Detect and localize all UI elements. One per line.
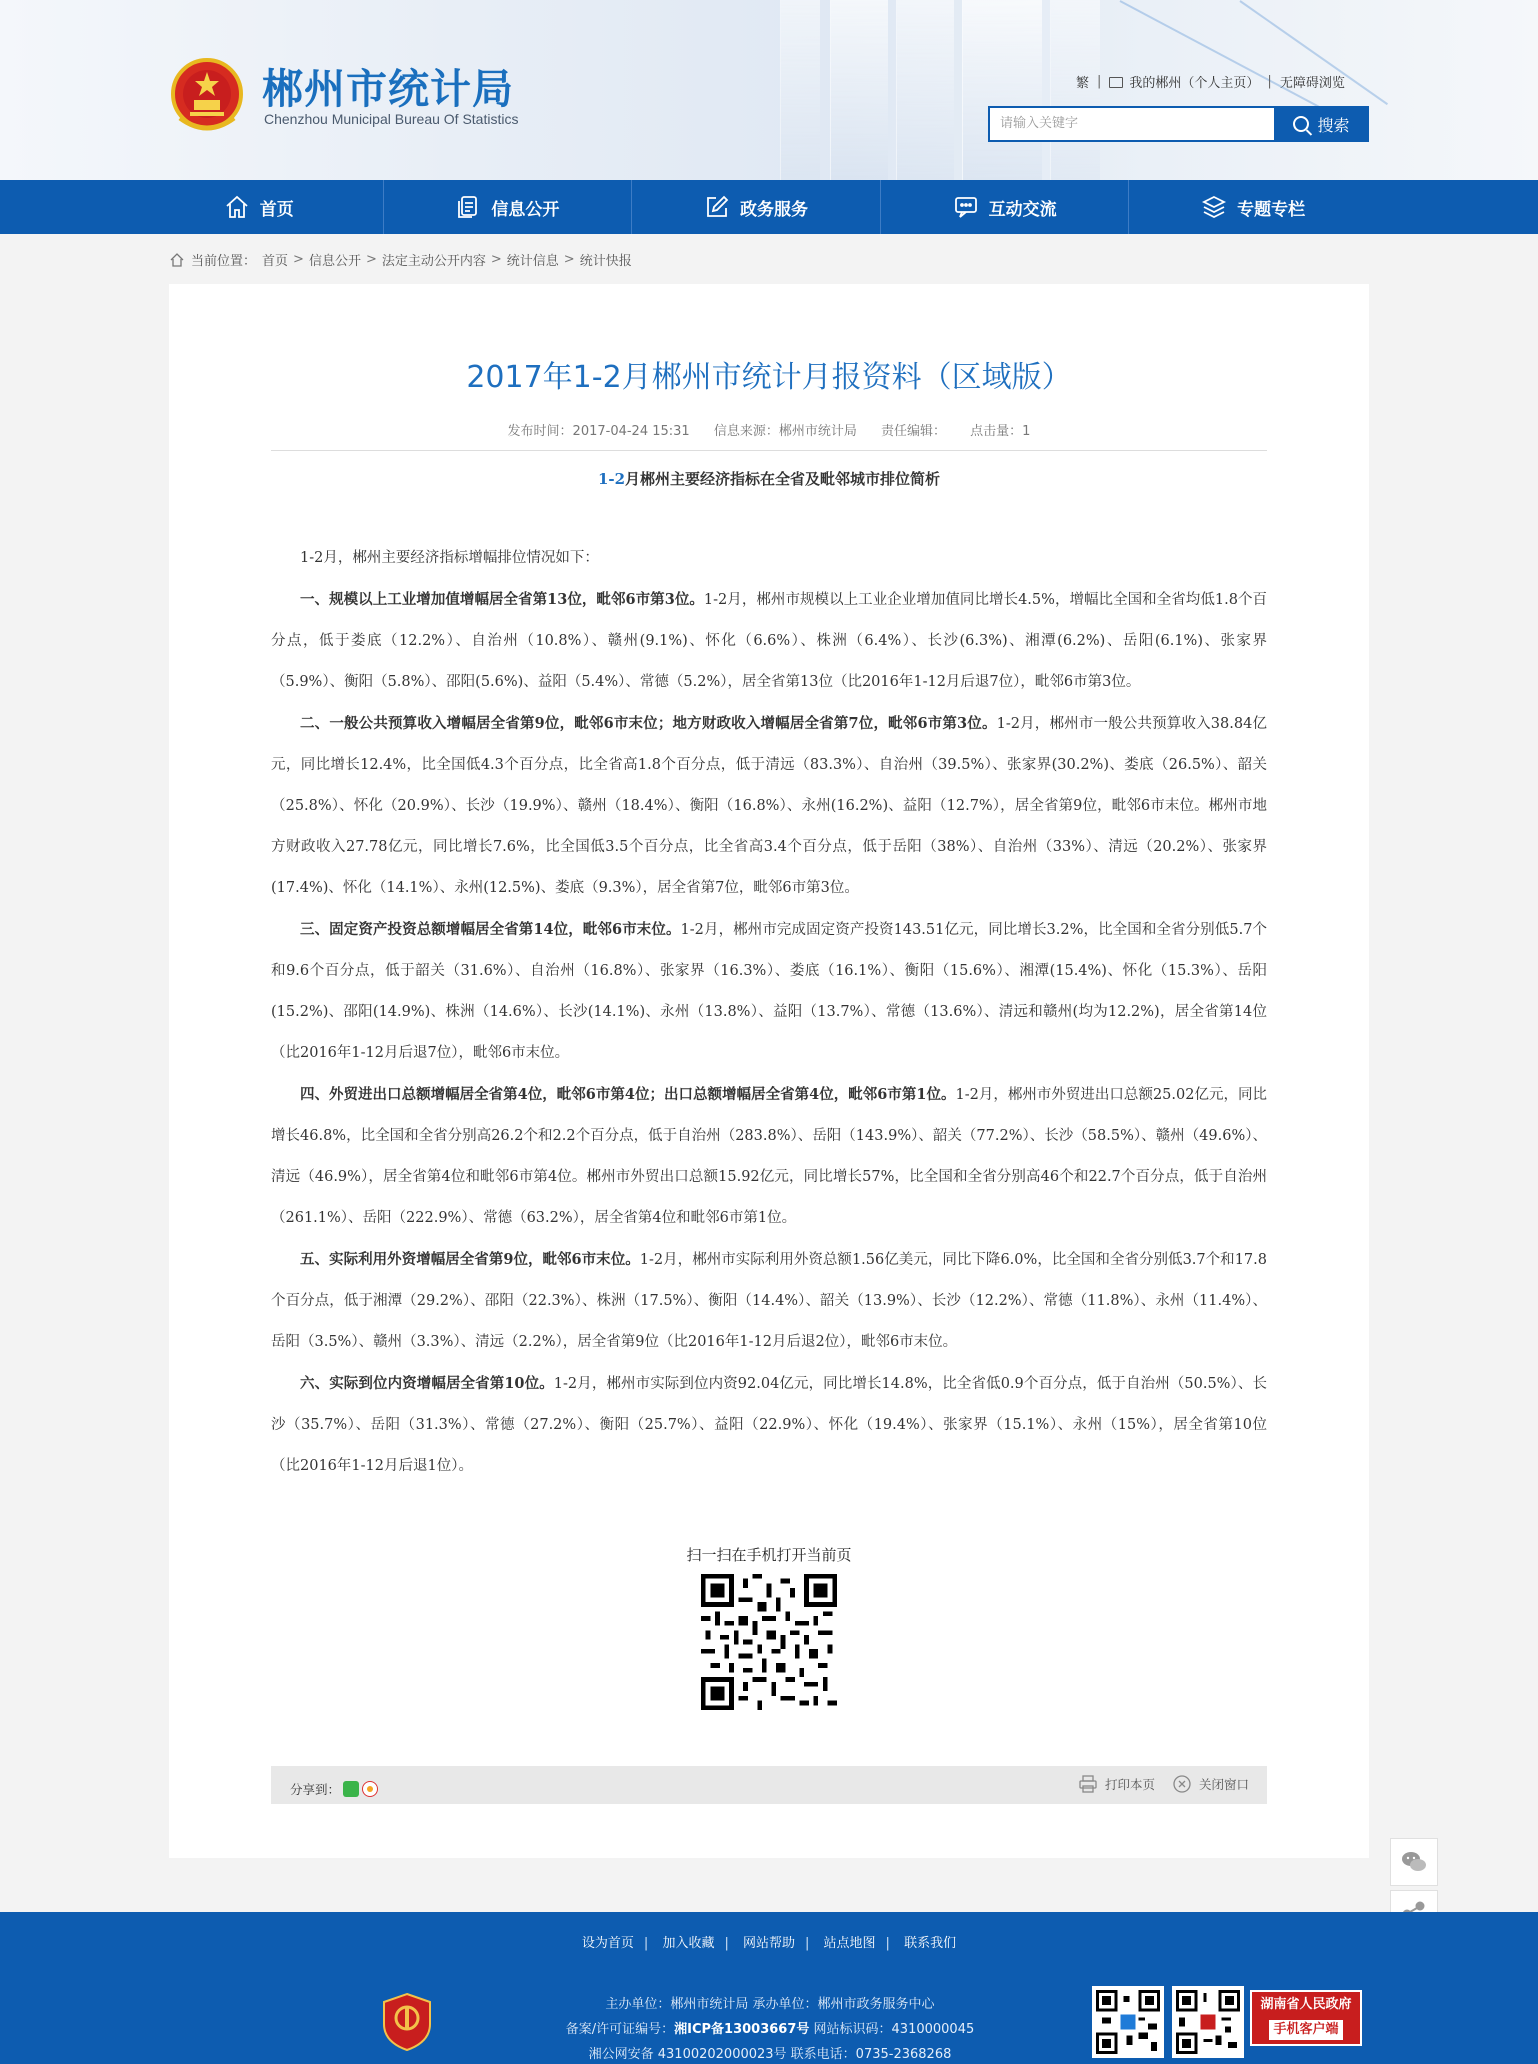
separator: | <box>643 1936 649 1951</box>
paragraph <box>271 579 1267 703</box>
national-emblem-icon <box>170 56 244 136</box>
article-container <box>169 284 1369 1858</box>
nav-item-label: 互动交流 <box>988 199 1057 220</box>
nav-item-home[interactable] <box>135 180 384 234</box>
footer-info <box>440 1992 1100 2064</box>
site-footer <box>0 1912 1538 2064</box>
close-icon <box>1173 1775 1191 1793</box>
print-button[interactable] <box>1079 1775 1155 1793</box>
separator: | <box>805 1936 810 1951</box>
print-label: 打印本页 <box>1104 1777 1155 1792</box>
paragraph <box>271 703 1267 909</box>
subheading-highlight: 1-2 <box>597 470 626 488</box>
paragraph-heading: 五、实际利用外资增幅居全省第9位，毗邻6市末位。 <box>300 1251 640 1268</box>
paragraph <box>271 1239 1267 1363</box>
edit-icon <box>704 194 730 220</box>
home-icon <box>169 252 185 268</box>
printer-icon <box>1079 1775 1097 1793</box>
hunan-gov-app-button[interactable] <box>1250 1990 1362 2046</box>
paragraph-text: 1-2月，郴州市规模以上工业企业增加值同比增长4.5%，增幅比全国和全省均低1.8个百分点，低于娄底（12.2%）、自治州（10.8%）、赣州(9.1%)、怀化（6.6%）、株洲（6.4%）、长沙(6.3%)、湘潭(6.2%)、岳阳(6.1%)、张家界（5.9%）、衡阳（5.8%）、邵阳(5.6%)、益阳（5.4%）、常德（5.2%），居全省第13位（比2016年1-12月后退7位），毗邻6市第3位。 <box>271 592 1267 690</box>
footer-link-sitemap[interactable]: 站点地图 <box>823 1936 876 1951</box>
breadcrumb-prefix: 当前位置： <box>191 254 257 269</box>
paragraph-text: 1-2月，郴州市实际到位内资92.04亿元，同比增长14.8%，比全省低0.9个百分点，低于自治州（50.5%）、长沙（35.7%）、岳阳（31.3%）、常德（27.2%）、衡阳（25.7%）、益阳（22.9%）、怀化（19.4%）、张家界（15.1%）、永州（15%），居全省第10位（比2016年1-12月后退1位）。 <box>271 1376 1267 1474</box>
breadcrumb-separator: > <box>365 252 377 267</box>
footer-link-help[interactable]: 网站帮助 <box>742 1936 795 1951</box>
article-title: 2017年1-2月郴州市统计月报资料（区域版） <box>466 360 1072 395</box>
qr-code-icon <box>701 1574 837 1710</box>
wechat-icon <box>1400 1848 1428 1876</box>
nav-item-label: 专题专栏 <box>1237 199 1306 220</box>
breadcrumb-item[interactable]: 统计快报 <box>579 254 632 269</box>
header-decoration <box>830 0 888 180</box>
app-title: 湖南省人民政府 <box>1260 1997 1352 2012</box>
nav-item-gov-services[interactable] <box>632 180 881 234</box>
footer-links <box>0 1932 1538 1951</box>
info-source: 信息来源：郴州市统计局 <box>713 424 857 439</box>
paragraph-text: 1-2月，郴州市完成固定资产投资143.51亿元，同比增长3.2%，比全国和全省分别低5.7个和9.6个百分点，低于韶关（31.6%）、自治州（16.8%）、张家界（16.3%）、娄底（16.1%）、衡阳（15.6%）、湘潭(15.4%)、怀化（15.3%）、岳阳(15.2%)、邵阳(14.9%)、株洲（14.6%）、长沙(14.1%)、永州（13.8%）、益阳（13.7%）、常德（13.6%）、清远和赣州(均为12.2%)，居全省第14位（比2016年1-12月后退7位），毗邻6市末位。 <box>271 922 1268 1061</box>
qr-code-icon <box>1172 1986 1244 2058</box>
nav-item-interaction[interactable] <box>881 180 1130 234</box>
intro-paragraph: 1-2月，郴州主要经济指标增幅排位情况如下： <box>300 550 599 566</box>
weibo-share-icon[interactable] <box>362 1781 378 1797</box>
paragraph-text: 1-2月，郴州市外贸进出口总额25.02亿元，同比增长46.8%，比全国和全省分别高26.2个和2.2个百分点，低于自治州（283.8%）、岳阳（143.9%）、韶关（77.2%）、长沙（58.5%）、赣州（49.6%）、清远（46.9%），居全省第4位和毗邻6市第4位。郴州市外贸出口总额15.92亿元，同比增长57%，比全国和全省分别高46个和22.7个百分点，低于自治州（261.1%）、岳阳（222.9%）、常德（63.2%），居全省第4位和毗邻6市第1位。 <box>271 1087 1268 1226</box>
breadcrumb <box>169 250 632 269</box>
separator: | <box>1267 74 1272 89</box>
publish-time: 发布时间：2017-04-24 15:31 <box>507 424 690 439</box>
my-chenzhou-link[interactable]: 我的郴州（个人主页） <box>1129 76 1260 91</box>
search-button[interactable] <box>1274 106 1369 142</box>
paragraph-heading: 六、实际到位内资增幅居全省第10位。 <box>300 1375 554 1392</box>
separator: | <box>724 1936 729 1951</box>
footer-link-bookmark[interactable]: 加入收藏 <box>662 1936 715 1951</box>
breadcrumb-item[interactable]: 法定主动公开内容 <box>381 254 486 269</box>
close-label: 关闭窗口 <box>1198 1777 1249 1792</box>
article-meta <box>169 420 1369 439</box>
footer-link-set-home[interactable]: 设为首页 <box>581 1936 634 1951</box>
click-count: 点击量：1 <box>970 424 1031 439</box>
breadcrumb-item[interactable]: 首页 <box>262 254 289 269</box>
separator: | <box>885 1936 890 1951</box>
qr-code-icon <box>1092 1986 1164 2058</box>
wechat-button[interactable] <box>1390 1838 1438 1886</box>
footer-link-contact[interactable]: 联系我们 <box>904 1936 957 1951</box>
breadcrumb-separator: > <box>490 252 502 267</box>
footer-sponsor: 主办单位：郴州市统计局 承办单位：郴州市政务服务中心 <box>605 1997 935 2012</box>
subheading-text: 月郴州主要经济指标在全省及毗邻城市排位简析 <box>625 470 941 488</box>
share-bar <box>271 1766 1267 1804</box>
nav-item-info-disclosure[interactable] <box>384 180 633 234</box>
qr-caption: 扫一扫在手机打开当前页 <box>686 1546 852 1564</box>
site-header <box>0 0 1538 180</box>
header-decoration <box>896 0 954 180</box>
site-code: 网站标识码：4310000045 <box>809 2022 975 2037</box>
page-actions <box>1079 1775 1249 1793</box>
footer-police-record[interactable]: 湘公网安备 43100202000023号 联系电话：0735-2368268 <box>588 2047 952 2062</box>
breadcrumb-separator: > <box>293 252 304 267</box>
main-nav <box>0 180 1538 234</box>
breadcrumb-item[interactable]: 统计信息 <box>506 254 559 269</box>
article-body <box>271 466 1267 1487</box>
header-decoration <box>962 0 1042 180</box>
close-window-button[interactable] <box>1173 1775 1249 1793</box>
separator: | <box>1097 74 1102 89</box>
header-decoration <box>780 0 820 180</box>
breadcrumb-separator: > <box>563 252 575 267</box>
search-input[interactable]: 请输入关键字 <box>988 106 1274 142</box>
traditional-chinese-link[interactable]: 繁 <box>1076 76 1090 91</box>
nav-item-special-topics[interactable] <box>1129 180 1377 234</box>
footer-license <box>440 2017 1100 2042</box>
nav-item-label: 政务服务 <box>739 199 808 220</box>
paragraph <box>271 1074 1267 1239</box>
paragraph <box>271 1363 1267 1487</box>
paragraph-heading: 三、固定资产投资总额增幅居全省第14位，毗邻6市末位。 <box>300 921 681 938</box>
party-gov-badge-icon[interactable] <box>380 1992 434 2052</box>
paragraph-heading: 四、外贸进出口总额增幅居全省第4位，毗邻6市第4位；出口总额增幅居全省第4位，毗邻6市第1位。 <box>300 1086 956 1103</box>
share-label: 分享到： <box>290 1782 341 1797</box>
search-button-label: 搜索 <box>1317 115 1350 135</box>
paragraph-text: 1-2月，郴州市实际利用外资总额1.56亿美元，同比下降6.0%，比全国和全省分别低3.7个和17.8个百分点，低于湘潭（29.2%）、邵阳（22.3%）、株洲（17.5%）、衡阳（14.4%）、韶关（13.9%）、长沙（12.2%）、常德（11.8%）、永州（11.4%）、岳阳（3.5%）、赣州（3.3%）、清远（2.2%），居全省第9位（比2016年1-12月后退2位），毗邻6市末位。 <box>271 1252 1267 1350</box>
nav-item-label: 首页 <box>259 199 294 220</box>
site-title[interactable]: 郴州市统计局 <box>262 65 514 113</box>
accessibility-link[interactable]: 无障碍浏览 <box>1279 76 1345 91</box>
monitor-icon <box>1109 77 1123 88</box>
layers-icon <box>1201 194 1227 220</box>
license-prefix: 备案/许可证编号： <box>565 2022 675 2037</box>
icp-link[interactable]: 湘ICP备13003667号 <box>674 2022 810 2037</box>
paragraph <box>271 909 1267 1074</box>
search-icon <box>1293 116 1309 132</box>
document-icon <box>455 194 481 220</box>
paragraph-heading: 一、规模以上工业增加值增幅居全省第13位，毗邻6市第3位。 <box>300 591 704 608</box>
paragraph-heading: 二、一般公共预算收入增幅居全省第9位，毗邻6市末位；地方财政收入增幅居全省第7位，毗邻6市第3位。 <box>300 715 997 732</box>
chat-icon <box>953 194 979 220</box>
share-group <box>290 1780 378 1798</box>
article-subheading <box>271 466 1267 492</box>
divider <box>271 450 1267 451</box>
app-subtitle: 手机客户端 <box>1269 2020 1342 2040</box>
nav-item-label: 信息公开 <box>491 199 560 220</box>
editor: 责任编辑： <box>881 424 947 439</box>
breadcrumb-item[interactable]: 信息公开 <box>308 254 361 269</box>
site-subtitle: Chenzhou Municipal Bureau Of Statistics <box>264 111 519 127</box>
wechat-share-icon[interactable] <box>343 1781 359 1797</box>
top-links <box>1076 72 1345 91</box>
home-icon <box>224 194 250 220</box>
paragraph-text: 1-2月，郴州市一般公共预算收入38.84亿元，同比增长12.4%，比全国低4.3个百分点，比全省高1.8个百分点，低于清远（83.3%）、自治州（39.5%）、张家界(30.2%)、娄底（26.5%）、韶关（25.8%）、怀化（20.9%）、长沙（19.9%）、赣州（18.4%）、衡阳（16.8%）、永州(16.2%)、益阳（12.7%），居全省第9位，毗邻6市末位。郴州市地方财政收入27.78亿元，同比增长7.6%，比全国低3.5个百分点，比全省高3.4个百分点，低于岳阳（38%）、自治州（33%）、清远（20.2%）、张家界(17.4%)、怀化（14.1%）、永州(12.5%)、娄底（9.3%），居全省第7位，毗邻6市第3位。 <box>271 716 1267 896</box>
